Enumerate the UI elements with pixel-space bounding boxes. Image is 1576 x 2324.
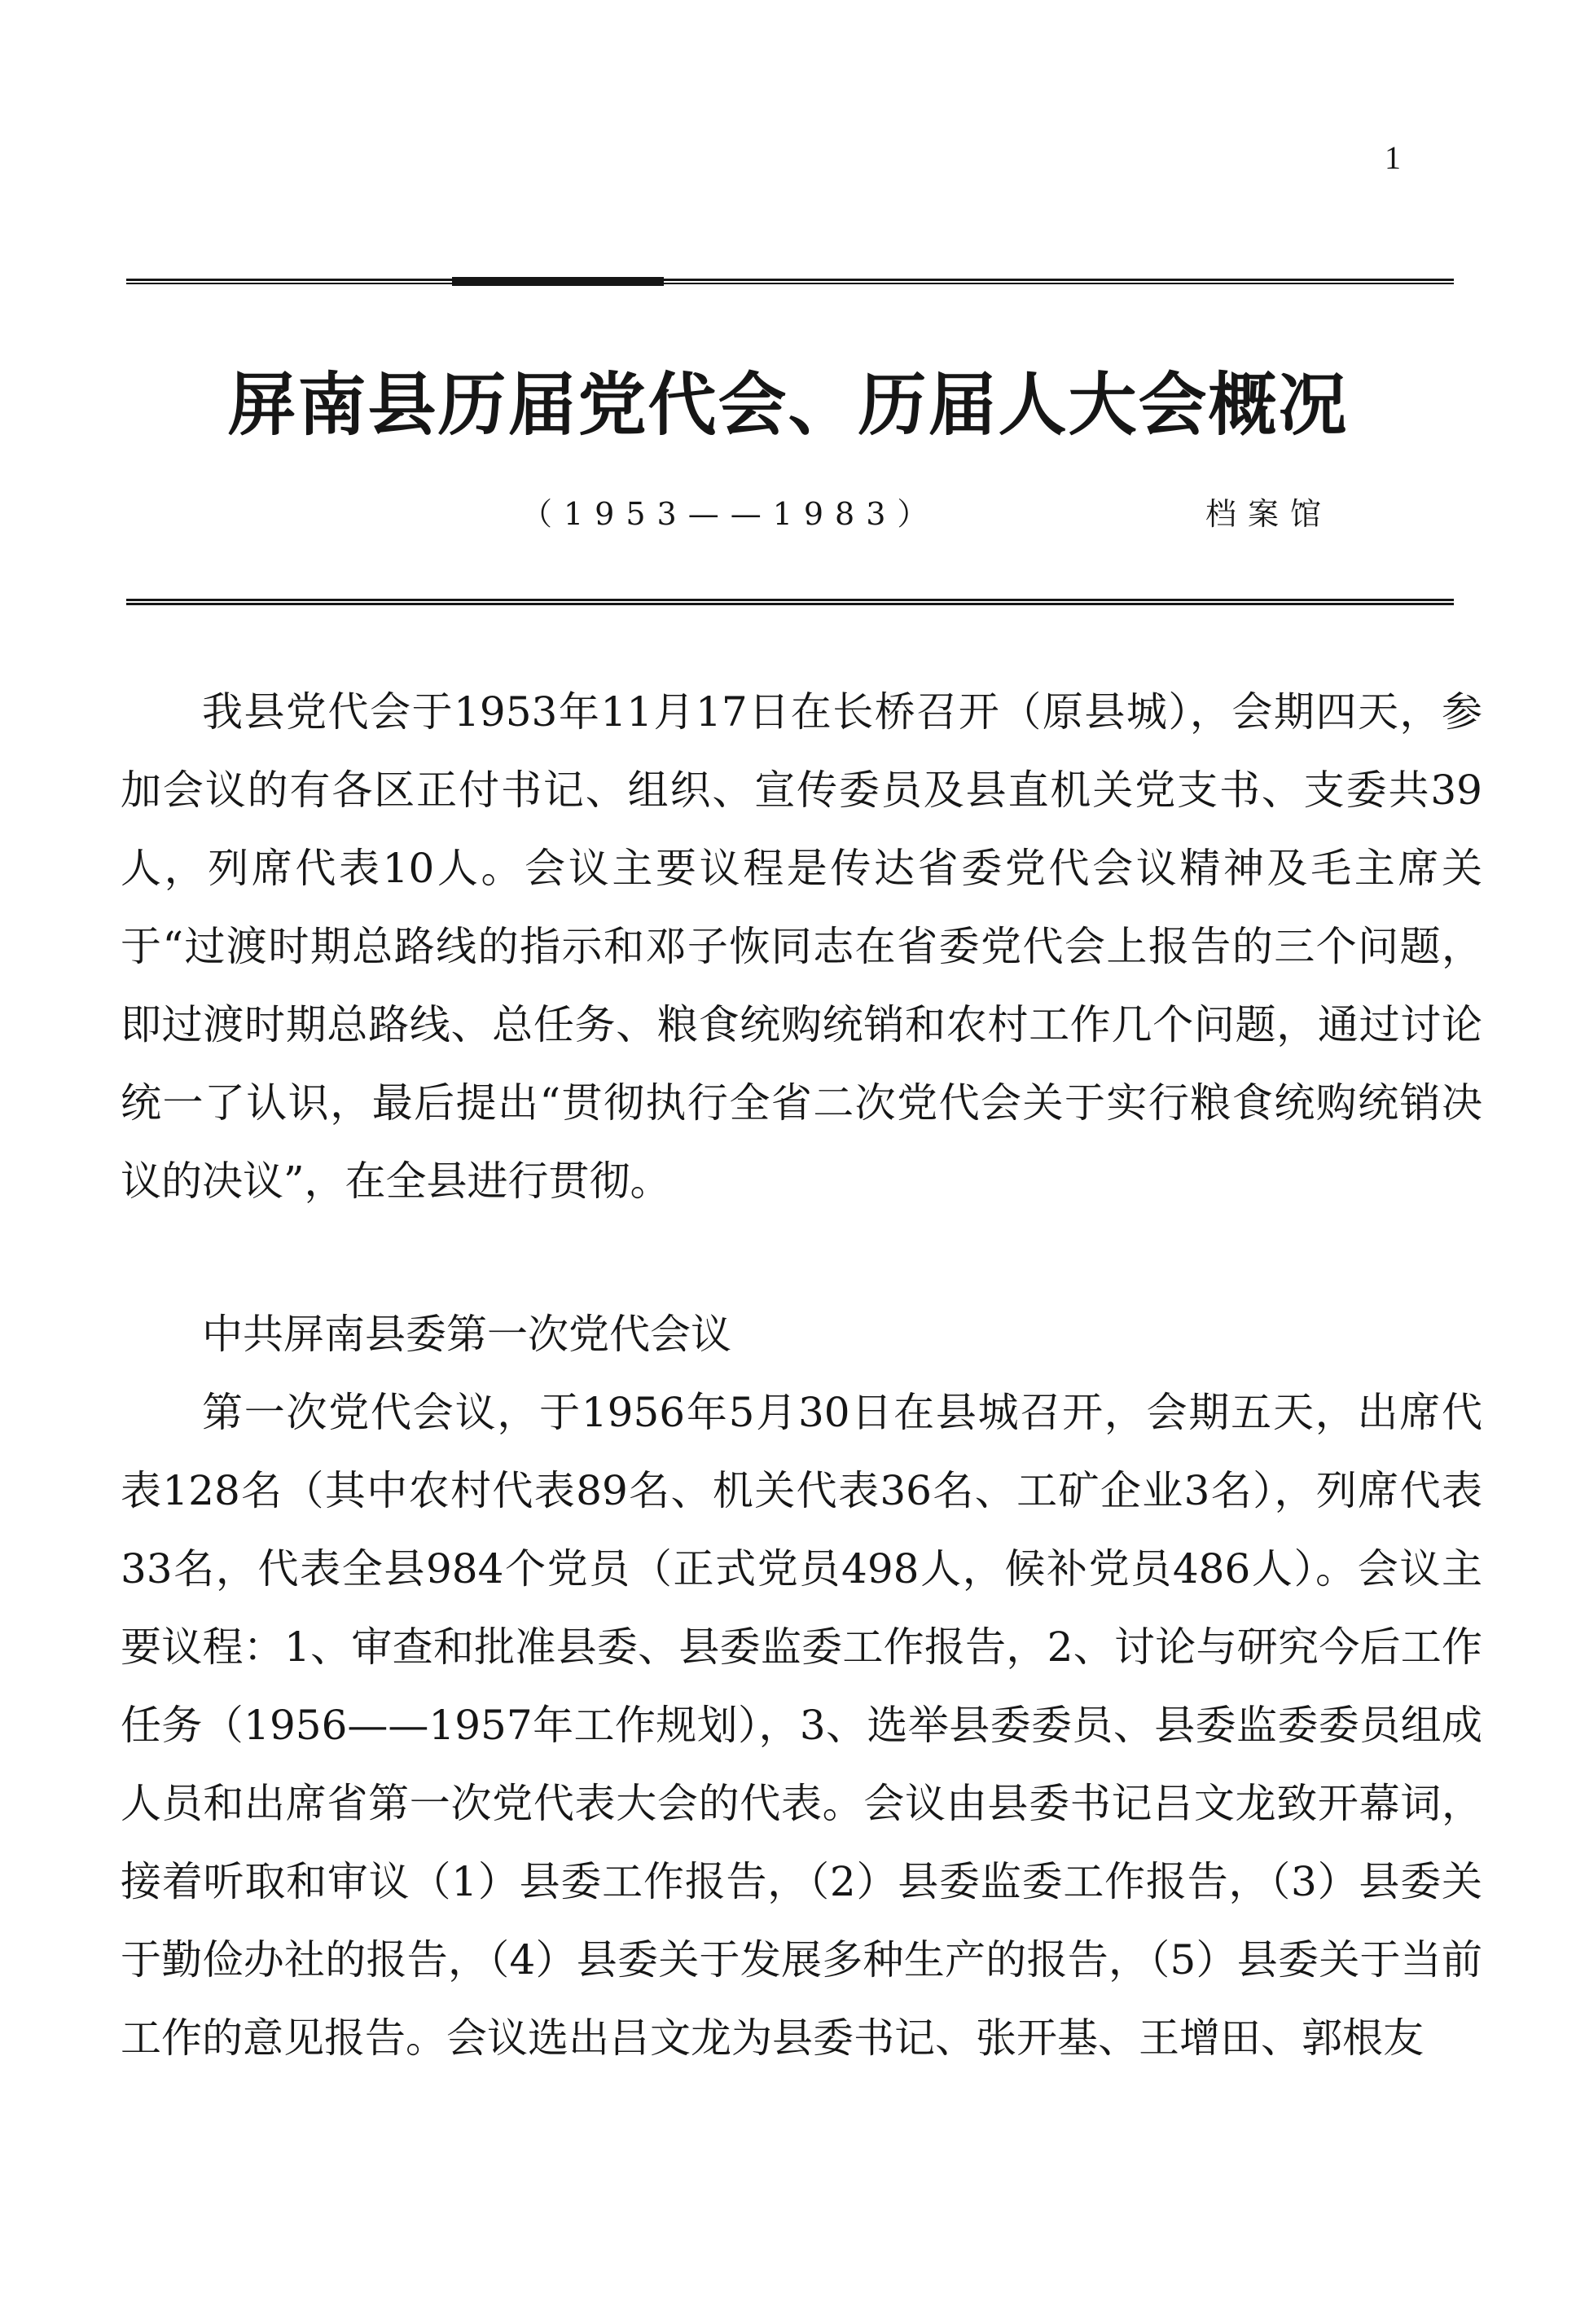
first-congress-paragraph: 第一次党代会议，于1956年5月30日在县城召开，会期五天，出席代表128名（其中农村代表89名、机关代表36名、工矿企业3名），列席代表33名，代表全县984个党员（正式党员498人，候补党员486人）。会议主要议程：1、审查和批准县委、县委监委工作报告，2、讨论与研究今后工作任务（1956——1957年工作规划），3、选举县委委员、县委监委委员组成人员和出席省第一次党代表大会的代表。会议由县委书记吕文龙致开幕词，接着听取和审议（1）县委工作报告，（2）县委监委工作报告，（3）县委关于勤俭办社的报告，（4）县委关于发展多种生产的报告，（5）县委关于当前工作的意见报告。会议选出吕文龙为县委书记、张开基、王增田、郭根友 xyxy=(121,1389,1482,2062)
intro-paragraph: 我县党代会于1953年11月17日在长桥召开（原县城），会期四天，参加会议的有各区正付书记、组织、宣传委员及县直机关党支书、支委共39人，列席代表10人。会议主要议程是传达省委党代会议精神及毛主席关于“过渡时期总路线的指示和邓子恢同志在省委党代会上报告的三个问题，即过渡时期总路线、总任务、粮食统购统销和农村工作几个问题，通过讨论统一了认识，最后提出“贯彻执行全省二次党代会关于实行粮食统购统销决议的决议”，在全县进行贯彻。 xyxy=(121,688,1482,1205)
section-heading: 中共屏南县委第一次党代会议 xyxy=(202,1311,731,1358)
subtitle-row xyxy=(521,489,1376,538)
top-divider-rule xyxy=(126,277,1454,287)
author-label: 档案馆 xyxy=(1205,496,1333,532)
page-number: 1 xyxy=(1385,139,1401,176)
document-title: 屏南县历届党代会、历届人大会概况 xyxy=(227,364,1349,445)
bottom-divider-rule xyxy=(126,597,1454,607)
date-range-subtitle: （1953——1983） xyxy=(521,496,940,532)
